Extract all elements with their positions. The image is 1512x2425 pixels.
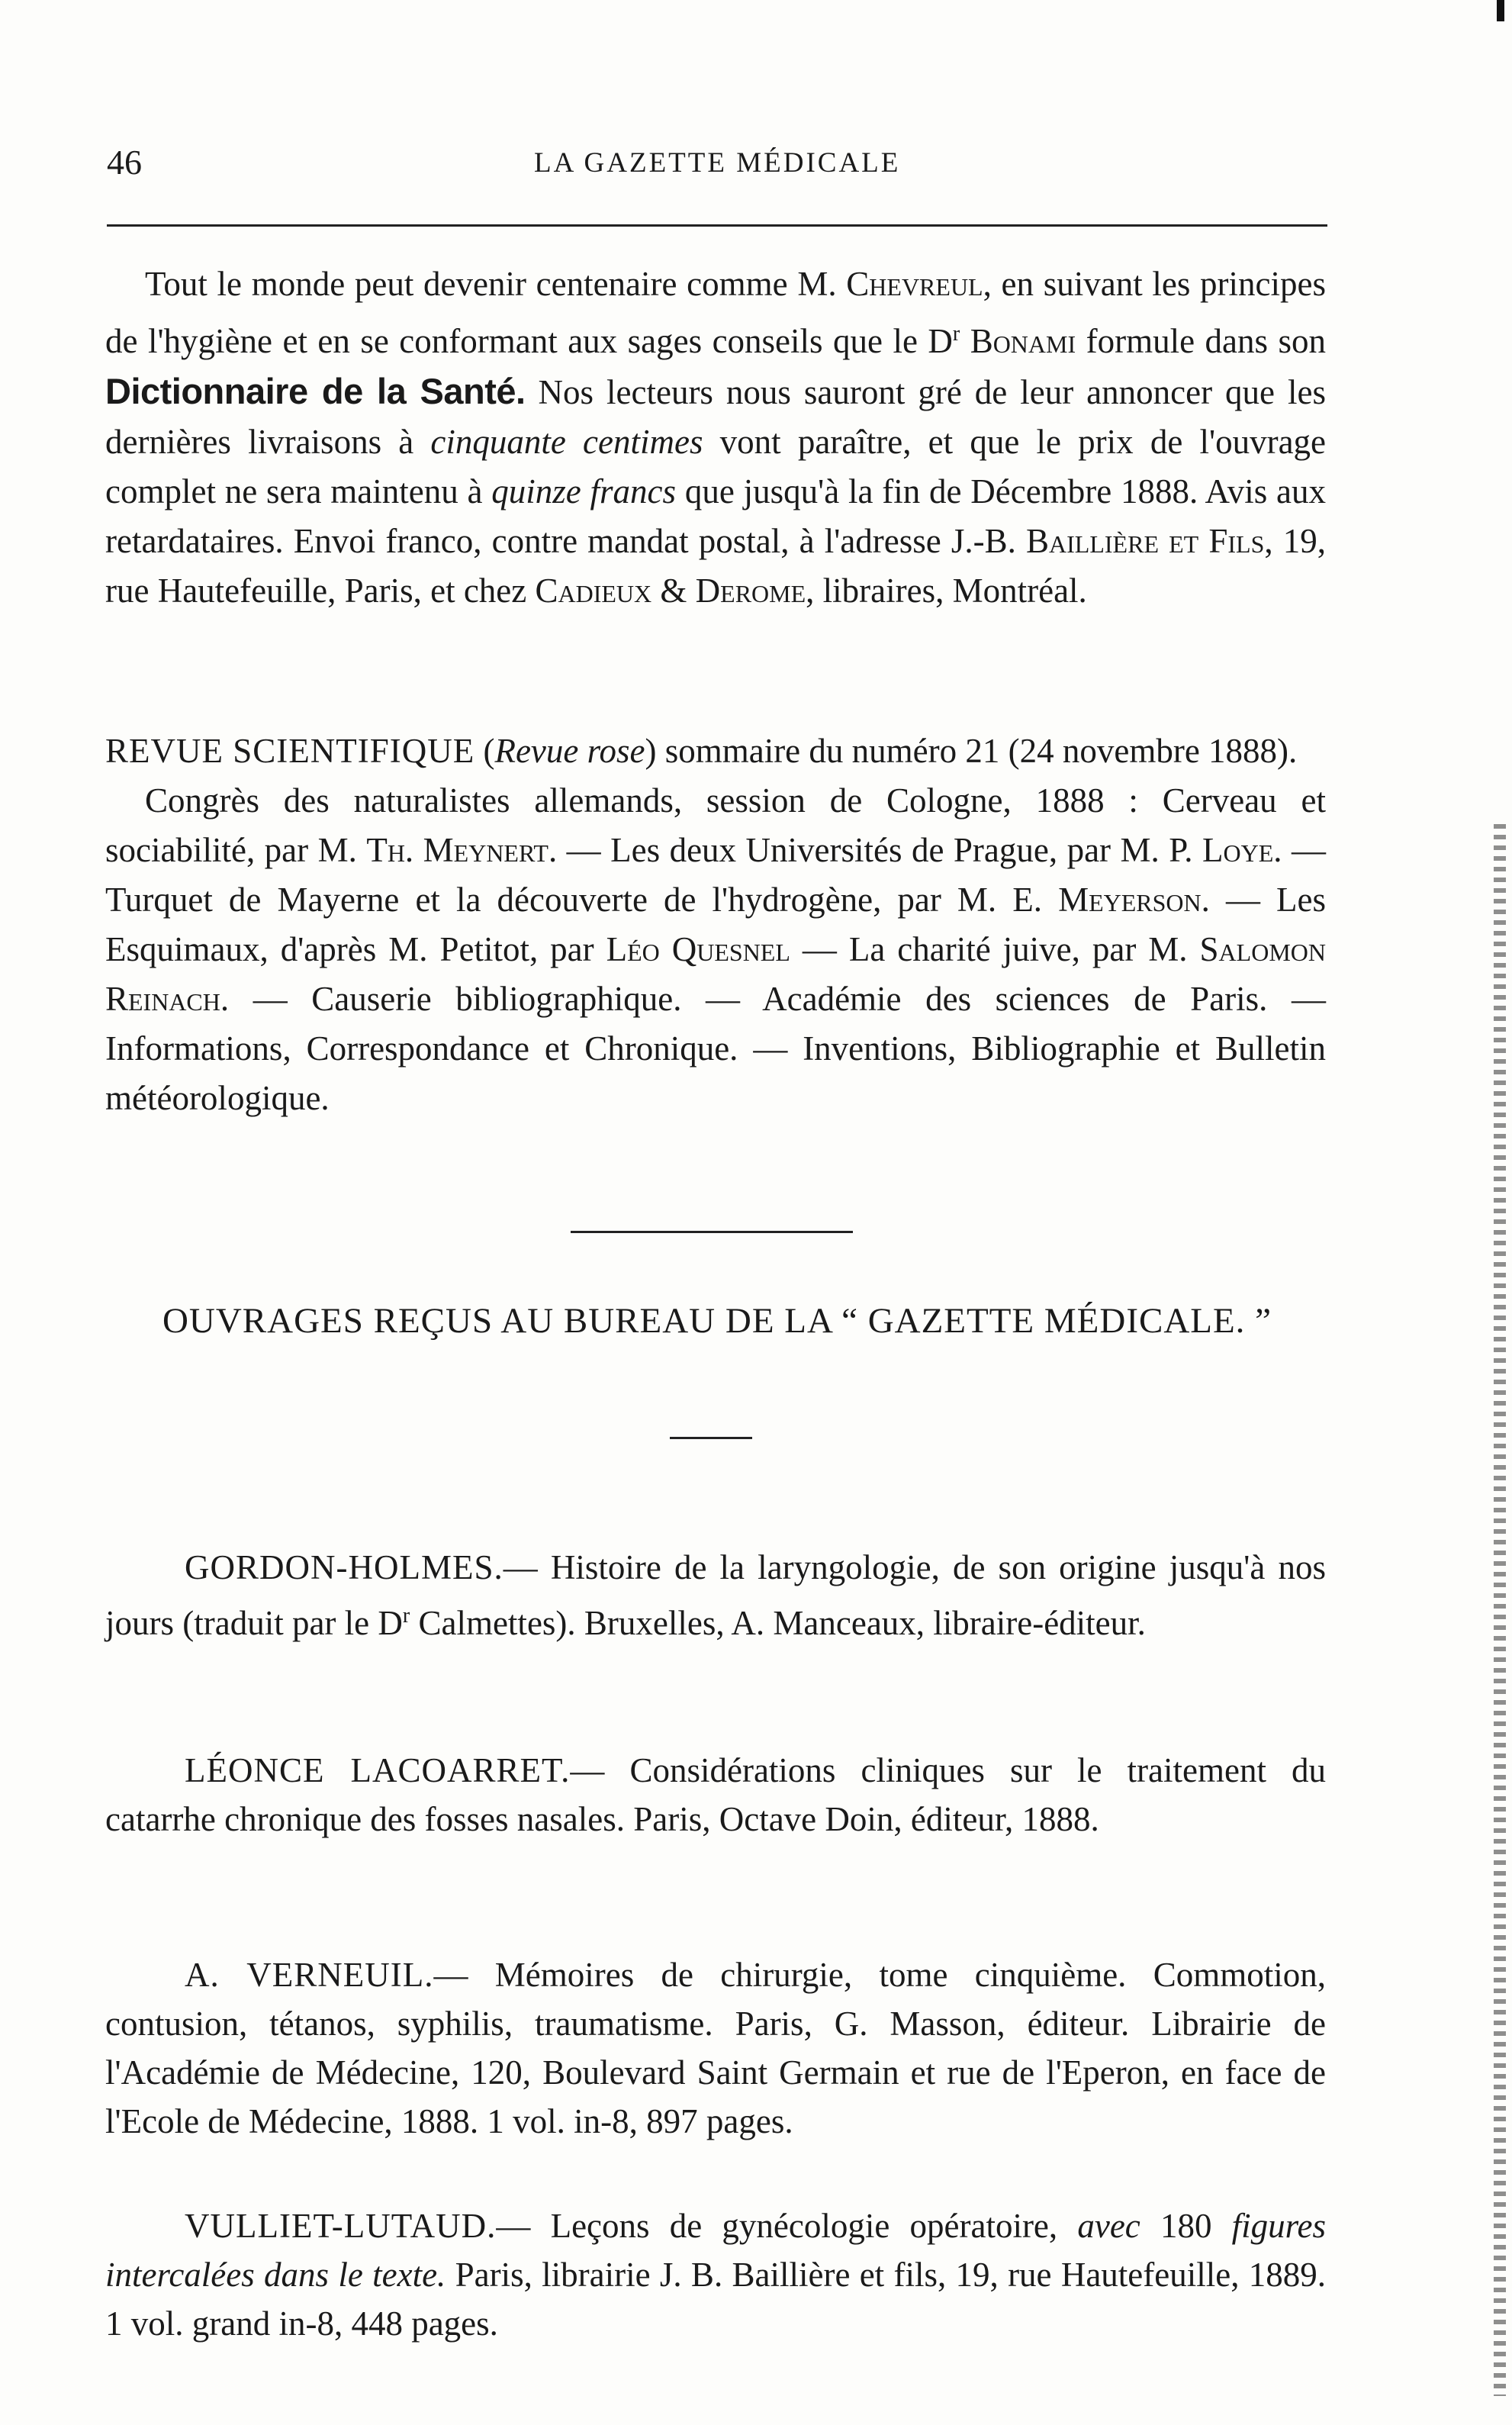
- journal-title: LA GAZETTE MÉDICALE: [534, 147, 901, 179]
- book-author: A. VERNEUIL.: [185, 1956, 434, 1994]
- revue-heading: REVUE SCIENTIFIQUE (Revue rose) sommaire du numéro 21 (24 novembre 1888).: [105, 732, 1298, 770]
- intro-paragraph: [105, 259, 1326, 616]
- book-author: LÉONCE LACOARRET.: [185, 1751, 571, 1789]
- intro-text: Tout le monde peut devenir centenaire comme M. Chevreul, en suivant les principes de l'hygiène et en se conformant aux sages conseils que le $D^r$ Bonami formule dans son Dictionnaire de la Santé. Nos lecteurs nous sauront gré de leur annoncer que les dernières livraisons à cinquante centimes vont paraître, et que le prix de l'ouvrage complet ne sera maintenu à quinze francs que jusqu'à la fin de Décembre 1888. Avis aux retardataires. Envoi franco, contre mandat postal, à l'adresse J.-B. Baillière et Fils, 19, rue Hautefeuille, Paris, et chez Cadieux & Derome, libraires, Montréal.: [105, 265, 1327, 610]
- dictionnaire-title: Dictionnaire de la Santé.: [105, 371, 526, 411]
- short-divider: [670, 1437, 752, 1439]
- revue-section: [105, 726, 1326, 1123]
- section-divider: [571, 1231, 853, 1233]
- book-entry: GORDON-HOLMES.— Histoire de la laryngologie, de son origine jusqu'à nos jours (traduit par le $D^r$ Calmettes). Bruxelles, A. Manceaux, libraire-éditeur.: [105, 1548, 1326, 1642]
- header-rule: [107, 224, 1327, 227]
- page-edge-shadow: [1494, 824, 1506, 2396]
- binding-mark: [1497, 0, 1504, 21]
- section-title: OUVRAGES REÇUS AU BUREAU DE LA “ GAZETTE MÉDICALE. ”: [162, 1301, 1272, 1341]
- book-entry: LÉONCE LACOARRET.— Considérations cliniques sur le traitement du catarrhe chronique des fosses nasales. Paris, Octave Doin, éditeur, 1888.: [105, 1751, 1326, 1838]
- book-author: VULLIET-LUTAUD.: [185, 2207, 497, 2245]
- running-header: [107, 142, 1327, 188]
- revue-contents: Congrès des naturalistes allemands, session de Cologne, 1888 : Cerveau et sociabilité, par M. Th. Meynert. — Les deux Universités de Prague, par M. P. Loye. — Turquet de Mayerne et la découverte de l'hydrogène, par M. E. Meyerson. — Les Esquimaux, d'après M. Petitot, par Léo Quesnel — La charité juive, par M. Salomon Reinach. — Causerie bibliographique. — Académie des sciences de Paris. — Informations, Correspondance et Chronique. — Inventions, Bibliographie et Bulletin météorologique.: [105, 781, 1327, 1117]
- page-number: 46: [107, 143, 142, 182]
- book-author: GORDON-HOLMES.: [185, 1548, 503, 1586]
- book-entry: A. VERNEUIL.— Mémoires de chirurgie, tome cinquième. Commotion, contusion, tétanos, syphilis, traumatisme. Paris, G. Masson, éditeur. Librairie de l'Académie de Médecine, 120, Boulevard Saint Germain et rue de l'Eperon, en face de l'Ecole de Médecine, 1888. 1 vol. in-8, 897 pages.: [105, 1956, 1326, 2140]
- book-entry: VULLIET-LUTAUD.— Leçons de gynécologie opératoire, avec 180 figures intercalées dans le texte. Paris, librairie J. B. Baillière et fils, 19, rue Hautefeuille, 1889. 1 vol. grand in-8, 448 pages.: [105, 2207, 1326, 2343]
